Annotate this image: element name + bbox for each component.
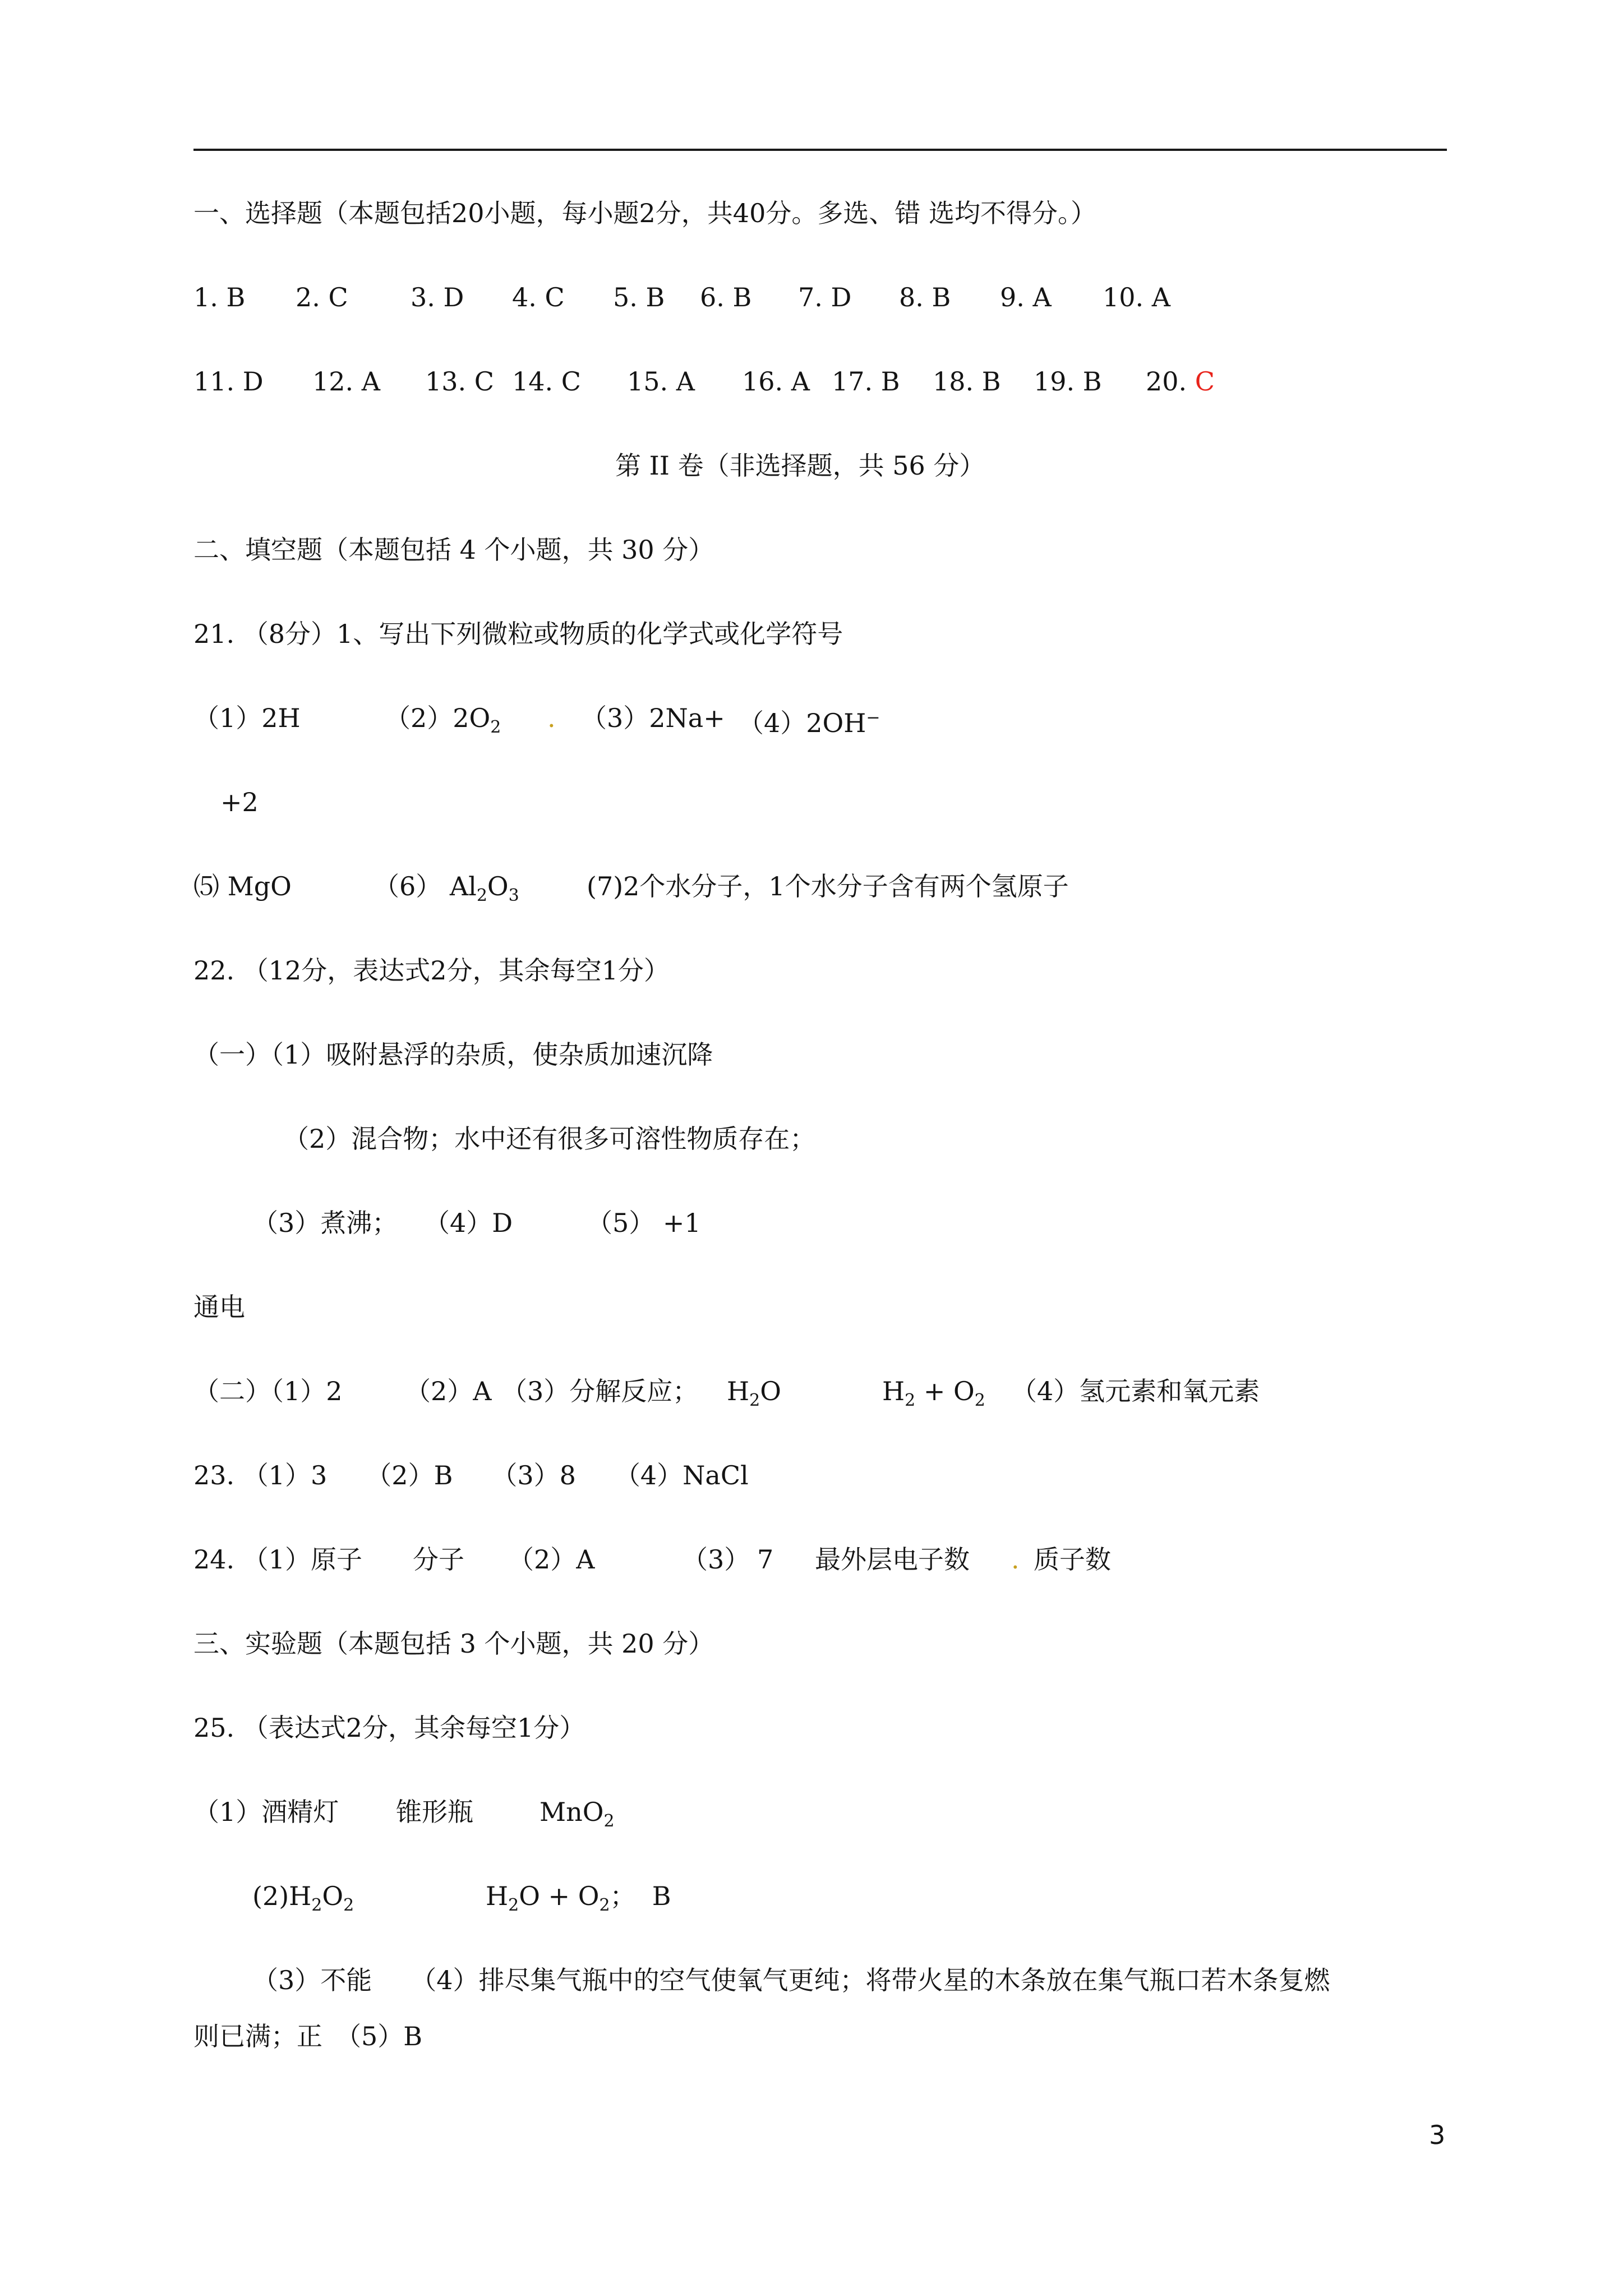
q22-part1-line3b: （4）D xyxy=(424,1208,513,1238)
answer-item: 7. D xyxy=(798,282,852,312)
header-rule xyxy=(193,149,1447,151)
equation-lhs: $H_2O$ xyxy=(727,1376,781,1410)
equation-rhs: $H_2 + O_2$ xyxy=(882,1376,985,1410)
section-1-title: 一、选择题（本题包括20小题，每小题2分，共40分。多选、错 选均不得分。） xyxy=(193,198,1096,228)
q24-b: 分子 xyxy=(413,1544,464,1575)
q22-part1-line1: （一）（1）吸附悬浮的杂质，使杂质加速沉降 xyxy=(193,1039,713,1070)
q22-part1-line3c: （5） +1 xyxy=(587,1208,701,1238)
highlighted-answer: C xyxy=(1195,366,1215,397)
q22-part2-c: （3）分解反应； xyxy=(501,1376,699,1406)
valence-mark: +2 xyxy=(220,787,259,817)
answer-item: 14. C xyxy=(512,366,581,397)
answer-item: 8. B xyxy=(899,282,951,312)
q25-1a: （1）酒精灯 xyxy=(193,1797,339,1827)
q22-part2-d: （4）氢元素和氧元素 xyxy=(1011,1376,1260,1406)
q21-answer-1: （1）2H xyxy=(193,703,301,733)
equation-2-lhs: $(2)H_2O_2$ xyxy=(252,1881,354,1915)
q22-part2-b: （2）A xyxy=(405,1376,492,1406)
q25-3-line2: 则已满；正 （5）B xyxy=(193,2021,423,2051)
q24-g: 质子数 xyxy=(1034,1544,1111,1575)
section-2-title: 二、填空题（本题包括 4 个小题，共 30 分） xyxy=(193,535,714,565)
q21-answer-4: （4）2OH− xyxy=(738,708,880,738)
q23-answers: 23. （1）3 （2）B （3）8 （4）NaCl xyxy=(193,1460,749,1490)
answer-item: 15. A xyxy=(627,366,695,397)
answer-item: 2. C xyxy=(296,282,348,312)
q21-answer-3: （3）2Na+ xyxy=(581,703,725,733)
q22-part1-line2: （2）混合物；水中还有很多可溶性物质存在； xyxy=(283,1124,816,1154)
answer-item: 16. A xyxy=(742,366,810,397)
answer-item: 3. D xyxy=(411,282,464,312)
answer-item: 19. B xyxy=(1034,366,1102,397)
q21-answer-5: ⑸ MgO xyxy=(193,871,292,901)
q22-heading: 22. （12分，表达式2分，其余每空1分） xyxy=(193,955,670,986)
section-3-title: 三、实验题（本题包括 3 个小题，共 20 分） xyxy=(193,1628,714,1659)
answer-item: 4. C xyxy=(512,282,565,312)
answer-item: 6. B xyxy=(700,282,752,312)
q21-answer-2: $(2)2O_2$ xyxy=(385,703,501,737)
answer-item: 13. C xyxy=(425,366,494,397)
reaction-condition: 通电 xyxy=(193,1292,245,1322)
answer-item: 20. C xyxy=(1146,366,1215,397)
answer-item: 9. A xyxy=(1000,282,1052,312)
q24-a: 24. （1）原子 xyxy=(193,1544,363,1575)
q25-heading: 25. （表达式2分，其余每空1分） xyxy=(193,1713,585,1743)
part-2-title: 第 II 卷（非选择题，共 56 分） xyxy=(615,450,985,481)
answer-item: 18. B xyxy=(933,366,1001,397)
answer-item: 10. A xyxy=(1103,282,1170,312)
catalyst-label: MnO$_2$ xyxy=(540,1797,615,1831)
stray-dot: . xyxy=(1011,1544,1020,1575)
answer-item: 17. B xyxy=(832,366,900,397)
q25-1b: 锥形瓶 xyxy=(396,1797,473,1827)
q22-part2-a: （二）（1）2 xyxy=(193,1376,343,1406)
answer-item: 12. A xyxy=(312,366,380,397)
q21-heading: 21. （8分）1、写出下列微粒或物质的化学式或化学符号 xyxy=(193,619,843,649)
q24-f: 最外层电子数 xyxy=(815,1544,970,1575)
answer-item: 1. B xyxy=(193,282,246,312)
answer-item: 11. D xyxy=(193,366,264,397)
q21-answer-6: （6） $Al_2O_3$ xyxy=(374,871,519,905)
equation-2-rhs: $H_2O + O_2$； B xyxy=(486,1881,671,1915)
stray-dot: . xyxy=(547,703,556,733)
q21-answer-7: (7)2个水分子，1个水分子含有两个氢原子 xyxy=(587,871,1069,901)
page-number: 3 xyxy=(1429,2120,1446,2150)
q24-e: 7 xyxy=(757,1544,774,1575)
q22-part1-line3a: （3）煮沸； xyxy=(252,1208,398,1238)
q25-3-line1: （3）不能 （4）排尽集气瓶中的空气使氧气更纯；将带火星的木条放在集气瓶口若木条复燃 xyxy=(252,1965,1330,1995)
q24-c: （2）A xyxy=(508,1544,595,1575)
answer-item: 5. B xyxy=(613,282,665,312)
q24-d: （3） xyxy=(682,1544,750,1575)
